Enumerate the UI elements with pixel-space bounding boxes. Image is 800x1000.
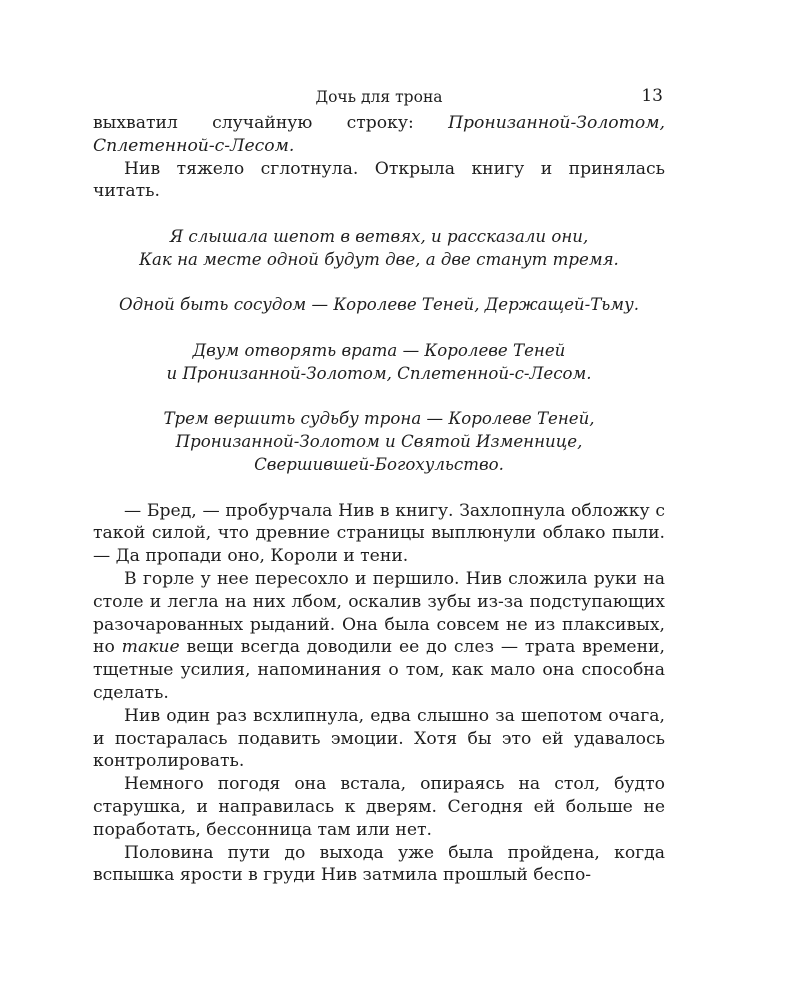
paragraph-text: Нив тяжело сглотнула. Открыла книгу и принялась читать. [93,158,665,202]
paragraph [93,158,665,204]
italic-text: такие [121,637,180,658]
paragraphs-before-poem [93,112,665,203]
page-number: 13 [641,86,663,106]
book-title: Дочь для трона [315,88,443,106]
poem-stanza [93,408,665,476]
poem-line: Трем вершить судьбу трона — Королеве Теней, [163,409,595,429]
poem-stanza [93,294,665,317]
poem-line: Как на месте одной будут две, а две станут тремя. [139,249,619,269]
paragraph [93,773,665,841]
poem-line: Пронизанной-Золотом и Святой Изменнице, [175,432,583,452]
poem-line: Я слышала шепот в ветвях, и рассказали они, [169,226,589,246]
italic-text: Пронизанной-Золотом, Сплетенной-с-Лесом. [93,113,665,156]
paragraph-text: Нив один раз всхлипнула, едва слышно за шепотом очага, и постаралась подавить эмоции. Хотя бы это ей удавалось контролировать. [93,705,665,772]
poem-line: Одной быть сосудом — Королеве Теней, Держащей-Тьму. [119,295,639,315]
paragraph-text: выхватил случайную строку: [93,113,449,133]
paragraph-text: Половина пути до выхода уже была пройдена, когда вспышка ярости в груди Нив затмила прошлый беспо- [93,842,665,886]
running-header [93,84,665,112]
paragraph-text: В горле у нее пересохло и першило. Нив сложила руки на столе и легла на них лбом, оскалив зубы из-за подступающих разочарованных рыданий. Она была совсем не из плаксивых, но [93,568,665,658]
paragraph [93,500,665,568]
paragraph [93,705,665,773]
book-page [93,84,665,887]
poem-line: и Пронизанной-Золотом, Сплетенной-с-Лесом. [166,363,592,383]
paragraph-text: — Бред, — пробурчала Нив в книгу. Захлопнула обложку с такой силой, что древние страницы выплюнули облако пыли. — Да пропади оно, Короли и тени. [93,500,665,567]
body-text [93,112,665,887]
poem-stanza [93,340,665,386]
paragraph [93,568,665,705]
poem-line: Свершившей-Богохульство. [254,454,504,474]
paragraph [93,112,665,158]
poem-stanza [93,226,665,272]
poem-line: Двум отворять врата — Королеве Теней [192,340,566,360]
paragraph [93,842,665,888]
paragraph-text: вещи всегда доводили ее до слез — трата времени, тщетные усилия, напоминания о том, как мало она способна сделать. [93,637,665,703]
paragraphs-after-poem [93,500,665,888]
poem [93,226,665,477]
paragraph-text: Немного погодя она встала, опираясь на стол, будто старушка, и направилась к дверям. Сегодня ей больше не поработать, бессонница там или нет. [93,774,665,840]
